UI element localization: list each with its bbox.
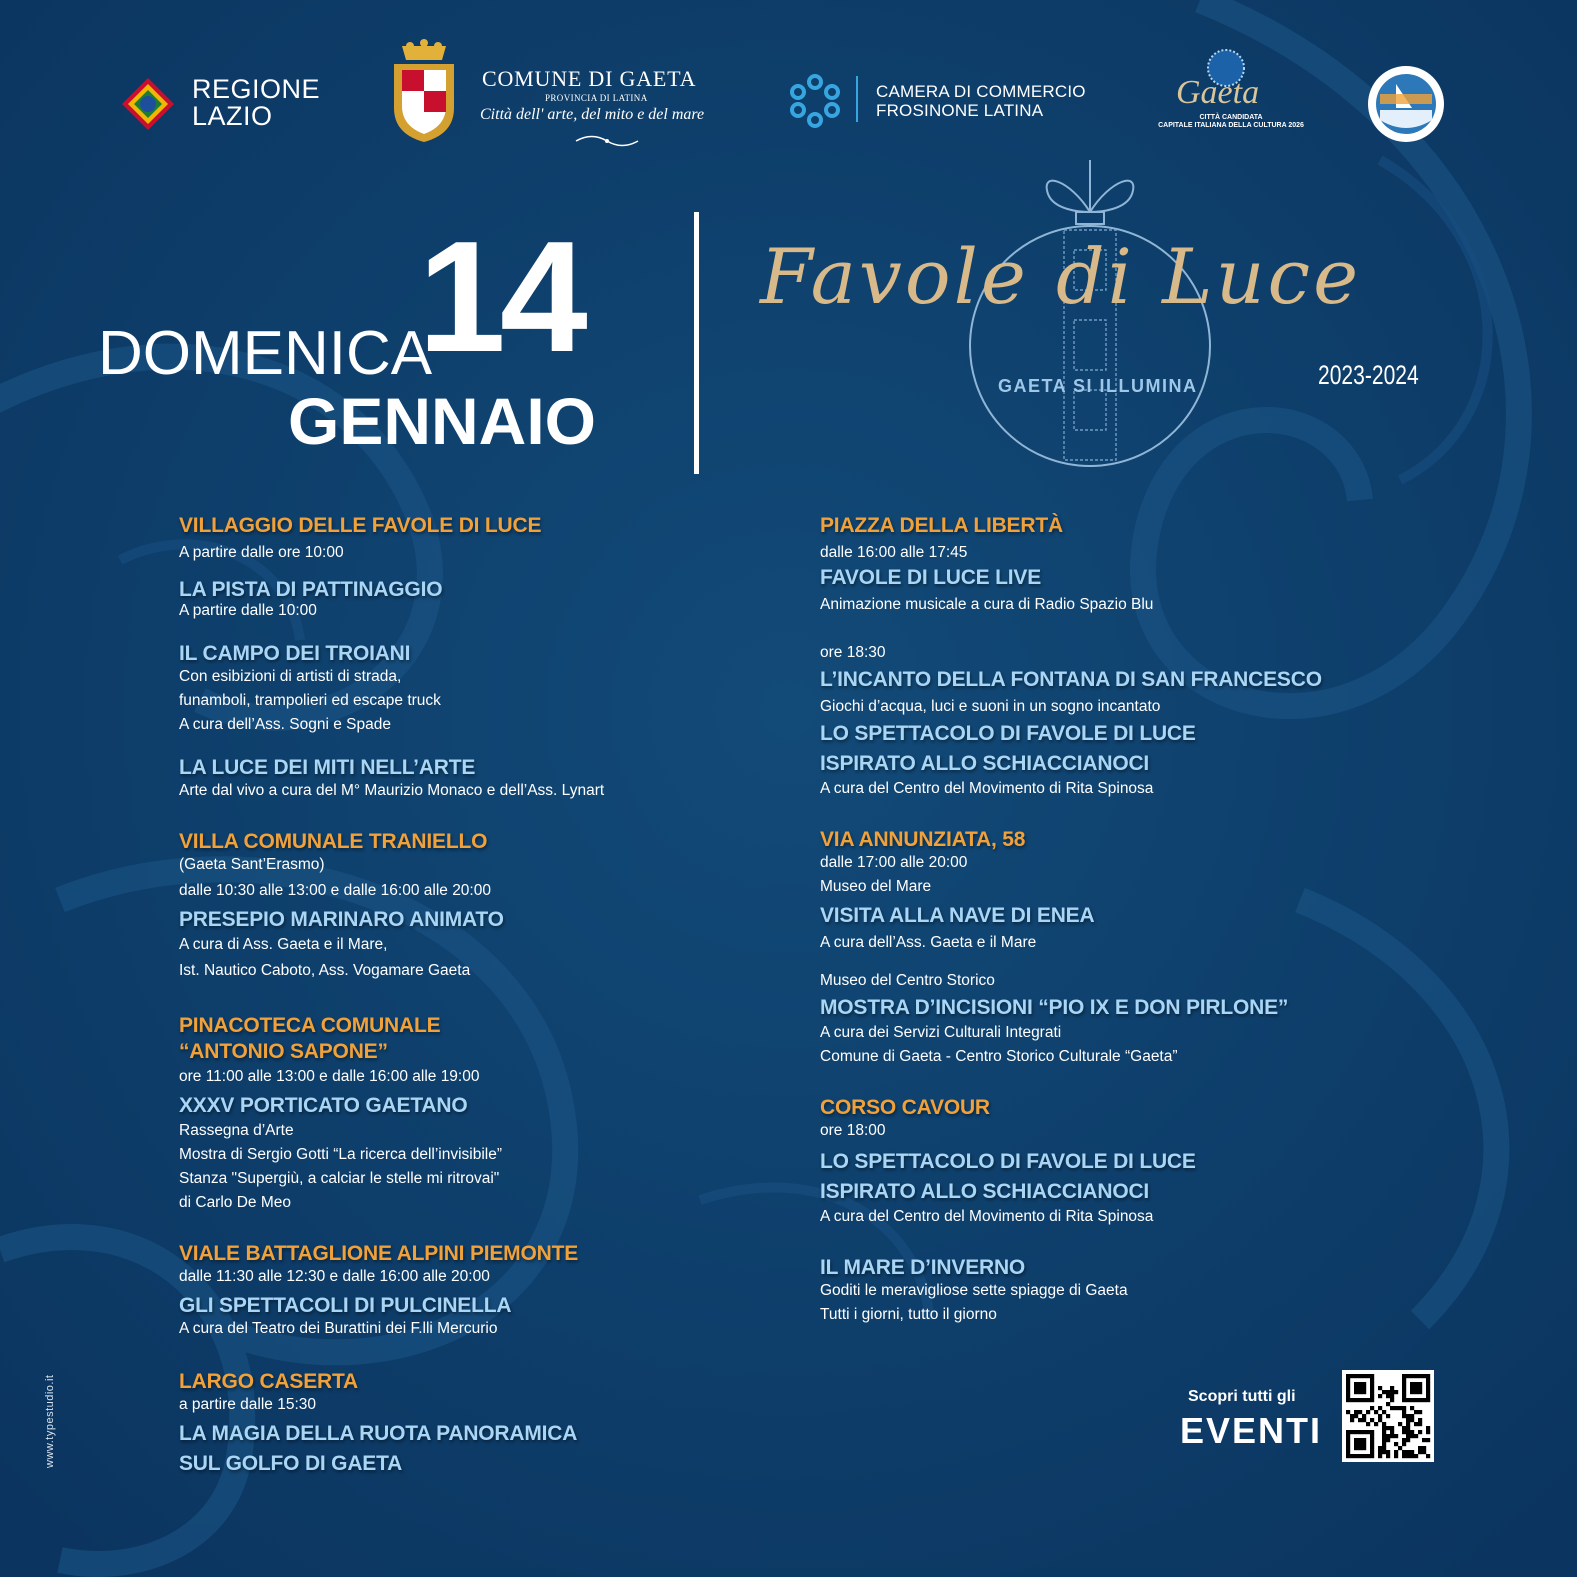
camera-commercio-text: CAMERA DI COMMERCIO FROSINONE LATINA (876, 82, 1086, 120)
eventi-label: EVENTI (1180, 1410, 1323, 1451)
comune-motto: Città dell' arte, del mito e del mare (480, 106, 705, 123)
program-location: VILLAGGIO DELLE FAVOLE DI LUCE (179, 514, 542, 537)
camera-commercio-emblem-icon (786, 72, 844, 135)
program-detail: Museo del Mare (820, 878, 932, 895)
date-day: 14 (418, 209, 582, 385)
program-event: GLI SPETTACOLI DI PULCINELLA (179, 1294, 512, 1317)
program-detail: Goditi le meravigliose sette spiagge di Gaeta (820, 1282, 1128, 1299)
program-detail: A cura dei Servizi Culturali Integrati (820, 1024, 1062, 1041)
program-detail: A cura di Ass. Gaeta e il Mare, (179, 936, 388, 953)
date-month: GENNAIO (288, 384, 597, 458)
program-event: VISITA ALLA NAVE DI ENEA (820, 904, 1095, 927)
program-event: LA PISTA DI PATTINAGGIO (179, 578, 443, 601)
credit-text: www.typestudio.it (44, 1374, 56, 1468)
comune-title: COMUNE DI GAETA (482, 66, 697, 91)
program-detail: A cura del Centro del Movimento di Rita Spinosa (820, 1208, 1154, 1225)
program-detail: Stanza "Supergiù, a calciar le stelle mi ritrovai" (179, 1170, 500, 1187)
program-detail: di Carlo De Meo (179, 1194, 291, 1211)
program-location: LARGO CASERTA (179, 1370, 359, 1393)
program-event: LO SPETTACOLO DI FAVOLE DI LUCE (820, 722, 1196, 745)
program-event: LA MAGIA DELLA RUOTA PANORAMICA (179, 1422, 578, 1445)
regione-lazio-logo (120, 76, 176, 132)
program-detail: ore 11:00 alle 13:00 e dalle 16:00 alle 19:00 (179, 1068, 480, 1085)
program-location: VIA ANNUNZIATA, 58 (820, 828, 1026, 851)
program-detail: Animazione musicale a cura di Radio Spazio Blu (820, 596, 1154, 613)
program-detail: A partire dalle ore 10:00 (179, 544, 344, 561)
program-event: LO SPETTACOLO DI FAVOLE DI LUCE (820, 1150, 1196, 1173)
brand-years: 2023-2024 (1318, 360, 1419, 390)
program-detail: dalle 16:00 alle 17:45 (820, 544, 968, 561)
program-detail: (Gaeta Sant’Erasmo) (179, 856, 325, 873)
comune-crest-icon (388, 38, 460, 144)
program-location: CORSO CAVOUR (820, 1096, 990, 1119)
program-detail: Arte dal vivo a cura del M° Maurizio Monaco e dell’Ass. Lynart (179, 782, 605, 799)
program-detail: funamboli, trampolieri ed escape truck (179, 692, 441, 709)
qr-code-icon (1342, 1370, 1434, 1462)
brand-title: Favole di Luce (760, 232, 1362, 321)
program-event: ISPIRATO ALLO SCHIACCIANOCI (820, 1180, 1150, 1203)
program-location: “ANTONIO SAPONE” (179, 1040, 388, 1063)
comune-subtitle: PROVINCIA DI LATINA (545, 93, 648, 103)
program-event: XXXV PORTICATO GAETANO (179, 1094, 468, 1117)
brand-subtitle: GAETA SI ILLUMINA (998, 376, 1198, 396)
regione-lazio-emblem-icon (120, 76, 176, 132)
proloco-logo-icon (1366, 64, 1446, 149)
program-detail: dalle 10:30 alle 13:00 e dalle 16:00 alle 20:00 (179, 882, 491, 899)
regione-lazio-text: REGIONE LAZIO (192, 74, 321, 131)
program-detail: Con esibizioni di artisti di strada, (179, 668, 402, 685)
program-event: L’INCANTO DELLA FONTANA DI SAN FRANCESCO (820, 668, 1322, 691)
program-detail: ore 18:00 (820, 1122, 886, 1139)
program-detail: A cura del Teatro dei Burattini dei F.lli Mercurio (179, 1320, 498, 1337)
program-detail: Rassegna d’Arte (179, 1122, 294, 1139)
program-detail: A cura dell’Ass. Sogni e Spade (179, 716, 391, 733)
program-detail: dalle 11:30 alle 12:30 e dalle 16:00 alle 20:00 (179, 1268, 490, 1285)
program-event: MOSTRA D’INCISIONI “PIO IX E DON PIRLONE” (820, 996, 1289, 1019)
program-detail: a partire dalle 15:30 (179, 1396, 317, 1413)
scopri-label: Scopri tutti gli (1188, 1388, 1296, 1405)
program-detail: Giochi d’acqua, luci e suoni in un sogno incantato (820, 698, 1161, 715)
gaeta-candidate-logo: Gaeta (1176, 74, 1260, 111)
program-event: IL CAMPO DEI TROIANI (179, 642, 411, 665)
program-event: IL MARE D’INVERNO (820, 1256, 1026, 1279)
program-location: VIALE BATTAGLIONE ALPINI PIEMONTE (179, 1242, 579, 1265)
program-location: PIAZZA DELLA LIBERTÀ (820, 514, 1063, 537)
program-detail: A cura del Centro del Movimento di Rita Spinosa (820, 780, 1154, 797)
camera-divider (856, 76, 858, 122)
date-weekday: DOMENICA (98, 319, 433, 388)
gaeta-candidate-subtitle: CITTÀ CANDIDATA CAPITALE ITALIANA DELLA CULTURA 2026 (1158, 114, 1304, 129)
program-event: ISPIRATO ALLO SCHIACCIANOCI (820, 752, 1150, 775)
program-detail: Tutti i giorni, tutto il giorno (820, 1306, 997, 1323)
program-detail: dalle 17:00 alle 20:00 (820, 854, 968, 871)
program-detail: ore 18:30 (820, 644, 886, 661)
program-detail: A partire dalle 10:00 (179, 602, 317, 619)
program-event: SUL GOLFO DI GAETA (179, 1452, 403, 1475)
header-divider (694, 212, 699, 474)
ornament-flourish-icon (574, 134, 640, 153)
program-detail: Mostra di Sergio Gotti “La ricerca dell’invisibile” (179, 1146, 503, 1163)
program-location: VILLA COMUNALE TRANIELLO (179, 830, 488, 853)
qr-code[interactable] (1342, 1370, 1434, 1462)
program-detail: Museo del Centro Storico (820, 972, 995, 989)
program-detail: A cura dell’Ass. Gaeta e il Mare (820, 934, 1037, 951)
program-location: PINACOTECA COMUNALE (179, 1014, 441, 1037)
program-event: FAVOLE DI LUCE LIVE (820, 566, 1041, 589)
program-event: LA LUCE DEI MITI NELL’ARTE (179, 756, 476, 779)
program-event: PRESEPIO MARINARO ANIMATO (179, 908, 504, 931)
program-detail: Ist. Nautico Caboto, Ass. Vogamare Gaeta (179, 962, 471, 979)
program-detail: Comune di Gaeta - Centro Storico Culturale “Gaeta” (820, 1048, 1178, 1065)
